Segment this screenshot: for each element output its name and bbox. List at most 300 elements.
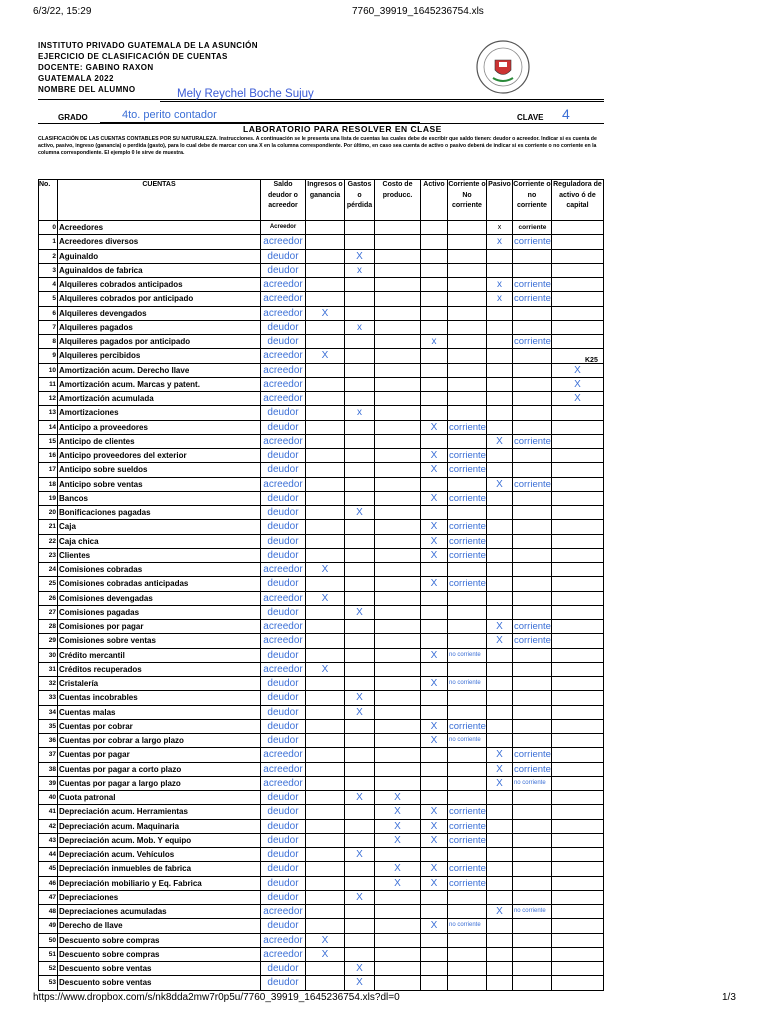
income-mark xyxy=(306,605,345,619)
asset-mark: X xyxy=(421,648,448,662)
expense-mark xyxy=(345,719,375,733)
liability-mark xyxy=(486,819,512,833)
income-mark xyxy=(306,705,345,719)
liability-mark xyxy=(486,449,512,463)
balance-nature: deudor xyxy=(261,862,306,876)
balance-nature: acreedor xyxy=(261,947,306,961)
income-mark xyxy=(306,477,345,491)
liability-mark xyxy=(486,406,512,420)
asset-mark xyxy=(421,605,448,619)
expense-mark xyxy=(345,221,375,235)
account-name: Acreedores xyxy=(58,221,261,235)
asset-mark: X xyxy=(421,833,448,847)
table-row xyxy=(39,819,604,833)
liability-current: no corriente xyxy=(512,776,551,790)
asset-mark xyxy=(421,392,448,406)
liability-current xyxy=(512,420,551,434)
asset-current xyxy=(448,434,487,448)
cost-mark xyxy=(375,677,421,691)
regulator-mark xyxy=(551,890,603,904)
row-number: 4 xyxy=(39,278,58,292)
row-number: 22 xyxy=(39,534,58,548)
liability-current xyxy=(512,648,551,662)
balance-nature: acreedor xyxy=(261,591,306,605)
account-name: Amortizaciones xyxy=(58,406,261,420)
balance-nature: deudor xyxy=(261,263,306,277)
table-row xyxy=(39,392,604,406)
asset-current xyxy=(448,848,487,862)
expense-mark xyxy=(345,349,375,363)
regulator-mark xyxy=(551,719,603,733)
asset-current xyxy=(448,392,487,406)
row-number: 47 xyxy=(39,890,58,904)
expense-mark xyxy=(345,648,375,662)
liability-mark: x xyxy=(486,235,512,249)
table-row xyxy=(39,349,604,363)
account-name: Comisiones por pagar xyxy=(58,620,261,634)
cost-mark xyxy=(375,491,421,505)
income-mark xyxy=(306,320,345,334)
cost-mark xyxy=(375,563,421,577)
expense-mark xyxy=(345,947,375,961)
cost-mark xyxy=(375,235,421,249)
income-mark xyxy=(306,620,345,634)
table-row xyxy=(39,762,604,776)
liability-current xyxy=(512,449,551,463)
asset-current xyxy=(448,377,487,391)
balance-nature: deudor xyxy=(261,335,306,349)
balance-nature: deudor xyxy=(261,548,306,562)
liability-current: corriente xyxy=(513,763,551,775)
account-name: Cuentas por cobrar xyxy=(58,719,261,733)
balance-nature: deudor xyxy=(261,648,306,662)
table-row xyxy=(39,292,604,306)
liability-current xyxy=(512,534,551,548)
balance-nature: acreedor xyxy=(261,349,306,363)
cost-mark: X xyxy=(375,791,421,805)
regulator-mark xyxy=(551,634,603,648)
table-row xyxy=(39,520,604,534)
liability-mark xyxy=(486,791,512,805)
row-number: 50 xyxy=(39,933,58,947)
asset-current xyxy=(448,691,487,705)
account-name: Amortización acum. Marcas y patent. xyxy=(58,377,261,391)
income-mark: X xyxy=(306,933,345,947)
expense-mark xyxy=(345,377,375,391)
liability-current: corriente xyxy=(513,478,551,490)
place-year: GUATEMALA 2022 xyxy=(38,74,114,83)
cost-mark xyxy=(375,320,421,334)
account-name: Alquileres pagados por anticipado xyxy=(58,335,261,349)
asset-mark xyxy=(421,705,448,719)
print-datetime: 6/3/22, 15:29 xyxy=(33,6,92,17)
income-mark: X xyxy=(306,306,345,320)
liability-mark xyxy=(486,833,512,847)
balance-nature: deudor xyxy=(261,420,306,434)
liability-mark xyxy=(486,392,512,406)
row-number: 26 xyxy=(39,591,58,605)
regulator-mark xyxy=(551,862,603,876)
regulator-mark xyxy=(551,577,603,591)
balance-nature: acreedor xyxy=(261,434,306,448)
cost-mark xyxy=(375,620,421,634)
liability-current xyxy=(512,591,551,605)
expense-mark xyxy=(345,805,375,819)
liability-mark xyxy=(486,677,512,691)
row-number: 49 xyxy=(39,919,58,933)
liability-current xyxy=(512,577,551,591)
cost-mark xyxy=(375,762,421,776)
col-corriente-pasivo: Corriente o no corriente xyxy=(512,180,551,221)
asset-current xyxy=(448,962,487,976)
table-row xyxy=(39,420,604,434)
regulator-mark xyxy=(551,263,603,277)
liability-mark: x xyxy=(486,292,512,306)
expense-mark xyxy=(345,306,375,320)
row-number: 15 xyxy=(39,434,58,448)
liability-current xyxy=(512,819,551,833)
asset-mark xyxy=(421,406,448,420)
cost-mark xyxy=(375,463,421,477)
income-mark xyxy=(306,919,345,933)
regulator-mark xyxy=(551,278,603,292)
asset-mark xyxy=(421,962,448,976)
account-name: Alquileres percibidos xyxy=(58,349,261,363)
row-number: 31 xyxy=(39,662,58,676)
row-number: 32 xyxy=(39,677,58,691)
liability-current xyxy=(512,833,551,847)
cell-note: K25 xyxy=(585,357,598,364)
liability-current: corriente xyxy=(513,635,551,647)
expense-mark xyxy=(345,634,375,648)
liability-current xyxy=(512,691,551,705)
asset-current xyxy=(448,235,487,249)
table-row xyxy=(39,719,604,733)
income-mark xyxy=(306,819,345,833)
liability-current xyxy=(512,520,551,534)
liability-mark xyxy=(486,463,512,477)
asset-mark xyxy=(421,776,448,790)
income-mark xyxy=(306,449,345,463)
expense-mark: X xyxy=(345,962,375,976)
row-number: 38 xyxy=(39,762,58,776)
account-name: Amortización acum. Derecho llave xyxy=(58,363,261,377)
row-number: 37 xyxy=(39,748,58,762)
table-row xyxy=(39,221,604,235)
cost-mark xyxy=(375,292,421,306)
income-mark xyxy=(306,748,345,762)
liability-current: corriente xyxy=(513,293,551,305)
regulator-mark xyxy=(551,335,603,349)
account-name: Anticipo sobre ventas xyxy=(58,477,261,491)
table-row xyxy=(39,463,604,477)
balance-nature: deudor xyxy=(261,791,306,805)
expense-mark: X xyxy=(345,848,375,862)
cost-mark xyxy=(375,449,421,463)
asset-current xyxy=(448,605,487,619)
cost-mark xyxy=(375,947,421,961)
row-number: 53 xyxy=(39,976,58,990)
regulator-mark xyxy=(551,235,603,249)
asset-current: no corriente xyxy=(448,919,487,933)
asset-current: corriente xyxy=(449,863,486,875)
accounts-table xyxy=(38,179,604,991)
table-row xyxy=(39,506,604,520)
account-name: Anticipo sobre sueldos xyxy=(58,463,261,477)
liability-mark xyxy=(486,491,512,505)
account-name: Comisiones sobre ventas xyxy=(58,634,261,648)
regulator-mark xyxy=(551,748,603,762)
account-name: Cuota patronal xyxy=(58,791,261,805)
account-name: Cuentas por pagar a largo plazo xyxy=(58,776,261,790)
cost-mark xyxy=(375,306,421,320)
row-number: 40 xyxy=(39,791,58,805)
asset-mark: X xyxy=(421,548,448,562)
expense-mark xyxy=(345,477,375,491)
expense-mark: x xyxy=(345,406,375,420)
exercise-title: EJERCICIO DE CLASIFICACIÓN DE CUENTAS xyxy=(38,52,228,61)
row-number: 51 xyxy=(39,947,58,961)
account-name: Cuentas por pagar xyxy=(58,748,261,762)
row-number: 8 xyxy=(39,335,58,349)
asset-current: corriente xyxy=(449,464,486,476)
liability-current xyxy=(512,947,551,961)
expense-mark xyxy=(345,933,375,947)
income-mark xyxy=(306,392,345,406)
regulator-mark xyxy=(551,905,603,919)
regulator-mark xyxy=(551,449,603,463)
asset-current xyxy=(448,591,487,605)
income-mark xyxy=(306,648,345,662)
asset-current: no corriente xyxy=(448,648,487,662)
liability-mark xyxy=(486,249,512,263)
clave-value: 4 xyxy=(562,106,570,122)
account-name: Depreciaciones xyxy=(58,890,261,904)
income-mark xyxy=(306,377,345,391)
balance-nature: deudor xyxy=(261,406,306,420)
row-number: 17 xyxy=(39,463,58,477)
cost-mark xyxy=(375,520,421,534)
print-filename: 7760_39919_1645236754.xls xyxy=(352,6,484,17)
account-name: Cuentas malas xyxy=(58,705,261,719)
liability-current xyxy=(512,805,551,819)
income-mark: X xyxy=(306,947,345,961)
regulator-mark xyxy=(551,548,603,562)
grado-value: 4to. perito contador xyxy=(122,109,217,121)
cost-mark xyxy=(375,349,421,363)
cost-mark xyxy=(375,392,421,406)
account-name: Amortización acumulada xyxy=(58,392,261,406)
table-row xyxy=(39,263,604,277)
cost-mark xyxy=(375,719,421,733)
liability-mark: X xyxy=(486,762,512,776)
row-number: 30 xyxy=(39,648,58,662)
liability-mark xyxy=(486,976,512,990)
asset-mark: X xyxy=(421,677,448,691)
balance-nature: acreedor xyxy=(261,563,306,577)
expense-mark xyxy=(345,762,375,776)
income-mark xyxy=(306,235,345,249)
cost-mark xyxy=(375,648,421,662)
liability-current xyxy=(512,933,551,947)
liability-current xyxy=(512,976,551,990)
income-mark xyxy=(306,292,345,306)
asset-mark xyxy=(421,278,448,292)
account-name: Depreciación mobiliario y Eq. Fabrica xyxy=(58,876,261,890)
asset-current xyxy=(448,791,487,805)
asset-current: corriente xyxy=(449,421,486,433)
col-cuentas: CUENTAS xyxy=(58,180,261,221)
cost-mark xyxy=(375,848,421,862)
expense-mark xyxy=(345,876,375,890)
cost-mark xyxy=(375,335,421,349)
liability-mark xyxy=(486,691,512,705)
asset-current xyxy=(448,249,487,263)
expense-mark xyxy=(345,662,375,676)
liability-current xyxy=(512,791,551,805)
asset-mark xyxy=(421,235,448,249)
income-mark xyxy=(306,905,345,919)
regulator-mark xyxy=(551,962,603,976)
cost-mark xyxy=(375,905,421,919)
asset-mark xyxy=(421,506,448,520)
regulator-mark xyxy=(551,249,603,263)
expense-mark: X xyxy=(345,506,375,520)
asset-current xyxy=(448,620,487,634)
asset-current xyxy=(448,947,487,961)
table-row xyxy=(39,449,604,463)
liability-mark xyxy=(486,534,512,548)
balance-nature: deudor xyxy=(261,506,306,520)
income-mark: X xyxy=(306,662,345,676)
regulator-mark xyxy=(551,705,603,719)
cost-mark xyxy=(375,249,421,263)
account-name: Cuentas incobrables xyxy=(58,691,261,705)
liability-current xyxy=(512,962,551,976)
liability-mark: X xyxy=(486,620,512,634)
liability-current xyxy=(512,392,551,406)
liability-current xyxy=(512,919,551,933)
asset-current xyxy=(448,335,487,349)
asset-current: no corriente xyxy=(448,734,487,748)
income-mark: X xyxy=(306,591,345,605)
expense-mark xyxy=(345,776,375,790)
table-row xyxy=(39,776,604,790)
regulator-mark xyxy=(551,947,603,961)
account-name: Aguinaldos de fabrica xyxy=(58,263,261,277)
expense-mark xyxy=(345,363,375,377)
asset-mark xyxy=(421,691,448,705)
account-name: Alquileres cobrados por anticipado xyxy=(58,292,261,306)
liability-mark xyxy=(486,719,512,733)
balance-nature: deudor xyxy=(261,449,306,463)
liability-current xyxy=(512,406,551,420)
asset-current: corriente xyxy=(449,450,486,462)
col-costo: Costo de producc. xyxy=(375,180,421,221)
regulator-mark xyxy=(551,534,603,548)
asset-current: corriente xyxy=(449,535,486,547)
account-name: Descuento sobre compras xyxy=(58,933,261,947)
account-name: Comisiones devengadas xyxy=(58,591,261,605)
regulator-mark: X xyxy=(551,377,603,391)
row-number: 33 xyxy=(39,691,58,705)
balance-nature: acreedor xyxy=(261,933,306,947)
liability-current xyxy=(512,848,551,862)
account-name: Créditos recuperados xyxy=(58,662,261,676)
cost-mark: X xyxy=(375,876,421,890)
balance-nature: deudor xyxy=(261,719,306,733)
liability-mark xyxy=(486,263,512,277)
asset-mark xyxy=(421,905,448,919)
liability-current xyxy=(512,605,551,619)
balance-nature: acreedor xyxy=(261,377,306,391)
asset-current xyxy=(448,933,487,947)
balance-nature: deudor xyxy=(261,833,306,847)
col-no: No. xyxy=(39,180,58,221)
cost-mark xyxy=(375,434,421,448)
liability-mark: x xyxy=(486,221,512,235)
regulator-mark xyxy=(551,292,603,306)
account-name: Anticipo de clientes xyxy=(58,434,261,448)
account-name: Bancos xyxy=(58,491,261,505)
asset-mark xyxy=(421,221,448,235)
table-row xyxy=(39,862,604,876)
liability-current xyxy=(512,363,551,377)
balance-nature: deudor xyxy=(261,848,306,862)
balance-nature: deudor xyxy=(261,691,306,705)
asset-mark: X xyxy=(421,463,448,477)
table-row xyxy=(39,278,604,292)
liability-mark xyxy=(486,848,512,862)
expense-mark xyxy=(345,833,375,847)
asset-current: corriente xyxy=(449,720,486,732)
row-number: 48 xyxy=(39,905,58,919)
balance-nature: acreedor xyxy=(261,748,306,762)
cost-mark: X xyxy=(375,862,421,876)
asset-mark xyxy=(421,306,448,320)
asset-mark xyxy=(421,249,448,263)
liability-current xyxy=(512,491,551,505)
income-mark xyxy=(306,249,345,263)
grado-label: GRADO xyxy=(58,113,88,122)
income-mark xyxy=(306,634,345,648)
table-row xyxy=(39,534,604,548)
expense-mark xyxy=(345,919,375,933)
cost-mark xyxy=(375,691,421,705)
liability-mark xyxy=(486,805,512,819)
row-number: 1 xyxy=(39,235,58,249)
account-name: Caja chica xyxy=(58,534,261,548)
row-number: 28 xyxy=(39,620,58,634)
cost-mark xyxy=(375,506,421,520)
asset-mark xyxy=(421,263,448,277)
liability-current xyxy=(512,506,551,520)
table-row xyxy=(39,734,604,748)
regulator-mark xyxy=(551,620,603,634)
balance-nature: deudor xyxy=(261,520,306,534)
liability-current: corriente xyxy=(513,279,551,291)
asset-mark xyxy=(421,434,448,448)
balance-nature: deudor xyxy=(261,463,306,477)
row-number: 3 xyxy=(39,263,58,277)
table-row xyxy=(39,634,604,648)
income-mark xyxy=(306,263,345,277)
regulator-mark xyxy=(551,420,603,434)
regulator-mark xyxy=(551,805,603,819)
asset-mark: X xyxy=(421,534,448,548)
row-number: 34 xyxy=(39,705,58,719)
asset-mark xyxy=(421,377,448,391)
